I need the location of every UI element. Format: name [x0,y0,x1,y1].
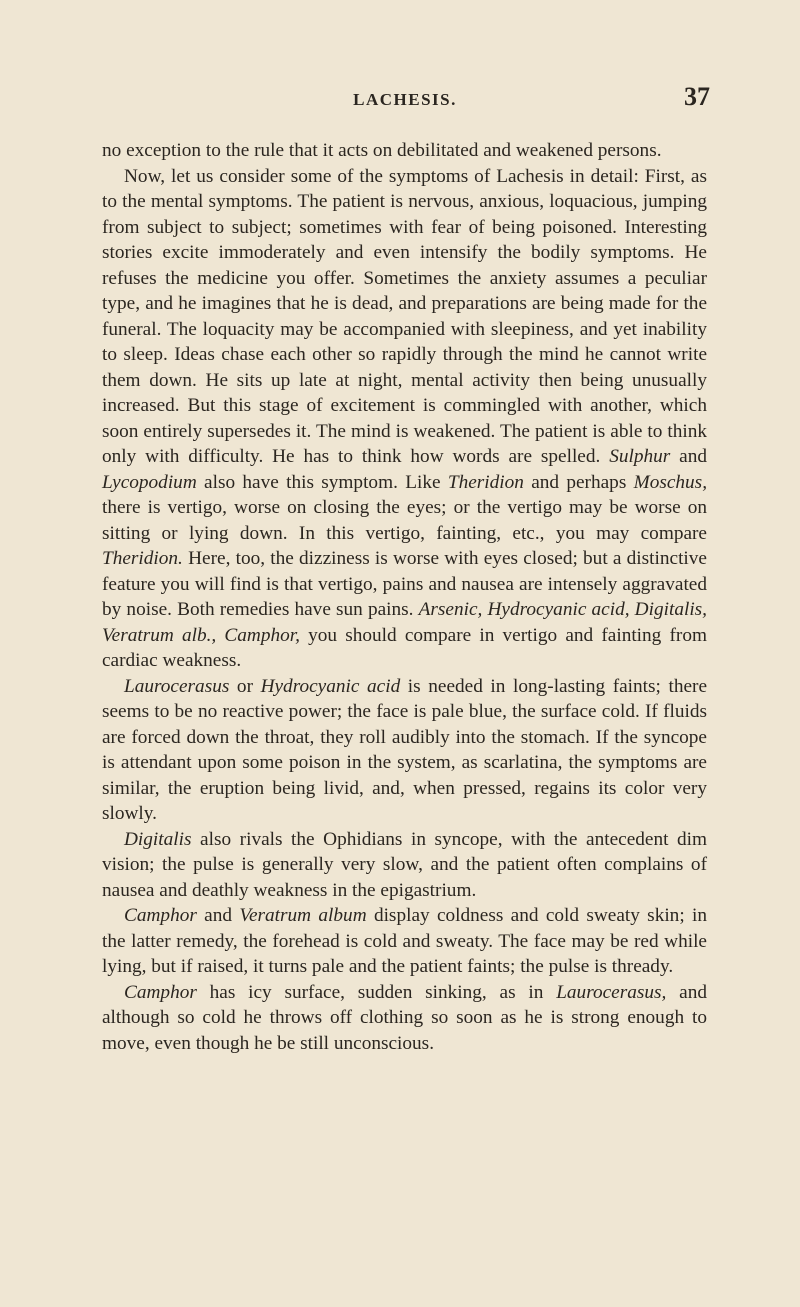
italic-term: Camphor [124,905,197,926]
italic-term: Hydrocyanic acid [260,675,401,697]
text-run: there is vertigo, worse on closing the eyes; or the vertigo may be worse on sitting or lying down. In this vertigo, fainting, etc., you may compare [102,497,707,544]
text-run: has icy surface, sudden sinking, as in [196,981,557,1003]
text-run: you should compare in vertigo and fainting from cardiac weakness. [102,624,707,671]
text-run: also have this symptom. Like [196,471,448,493]
text-run: display coldness and cold sweaty skin; in the latter remedy, the forehead is cold and sweaty. The face may be red while lying, but if raised, it turns pale and the patient faints; the pulse is thready. [102,905,707,977]
text-run: and perhaps [523,471,634,493]
text-run: no exception to the rule that it acts on debilitated and weakened persons. [102,140,662,161]
italic-term: Laurocerasus [124,675,230,697]
paragraph-6 [102,980,707,1057]
paragraph-2 [102,164,707,674]
italic-term: Lycopodium [102,471,197,493]
paragraph-4 [102,827,707,904]
paragraph-1 [102,138,707,164]
running-title: LACHESIS. [353,90,457,109]
italic-term: Sulphur [609,446,671,467]
italic-term: Camphor [124,981,197,1003]
italic-term: Theridion [447,471,524,493]
page-number: 37 [684,82,710,111]
body-text [102,138,707,1056]
text-run: and [670,446,707,467]
text-run: also rivals the Ophidians in syncope, with the antecedent dim vision; the pulse is generally very slow, and the patient often complains of nausea and deathly weakness in the epigastrium. [102,828,707,901]
italic-term: Moschus, [633,471,708,493]
text-run: is needed in long-lasting faints; there seems to be no reactive power; the face is pale blue, the surface cold. If fluids are forced down the throat, they roll audibly into the stomach. If the syncope is attendant upon some poison in the system, as scarlatina, the symptoms are similar, the eruption being livid, and, when pressed, regains its color very slowly. [102,675,707,824]
text-run: and although so cold he throws off clothing so soon as he is strong enough to move, even though he be still unconscious. [102,981,707,1054]
running-head [100,82,710,116]
text-run: or [229,675,261,697]
italic-term: Laurocerasus, [556,981,667,1003]
italic-term: Theridion. [102,548,183,569]
paragraph-5 [102,903,707,980]
text-run: and [196,905,240,926]
paragraph-3 [102,674,707,827]
italic-term: Veratrum album [239,905,367,926]
italic-term: Digitalis [124,828,192,850]
italic-term: Arsenic, Hydrocyanic acid, Digitalis, Veratrum alb., Camphor, [102,599,707,646]
text-run: Here, too, the dizziness is worse with eyes closed; but a distinctive feature you will find is that vertigo, pains and nausea are intensely aggravated by noise. Both remedies have sun pains. [102,548,707,620]
text-run: Now, let us consider some of the symptoms of Lachesis in detail: First, as to the mental symptoms. The patient is nervous, anxious, loquacious, jumping from subject to subject; sometimes with fear of being poisoned. Interesting stories excite immoderately and even intensify the bodily symptoms. He refuses the medicine you offer. Sometimes the anxiety assumes a peculiar type, and he imagines that he is dead, and preparations are being made for the funeral. The loquacity may be accompanied with sleepiness, and yet inability to sleep. Ideas chase each other so rapidly through the mind he cannot write them down. He sits up late at night, mental activity then being unusually increased. But this stage of excitement is commingled with another, which soon entirely supersedes it. The mind is weakened. The patient is able to think only with difficulty. He has to think how words are spelled. [102,165,707,467]
